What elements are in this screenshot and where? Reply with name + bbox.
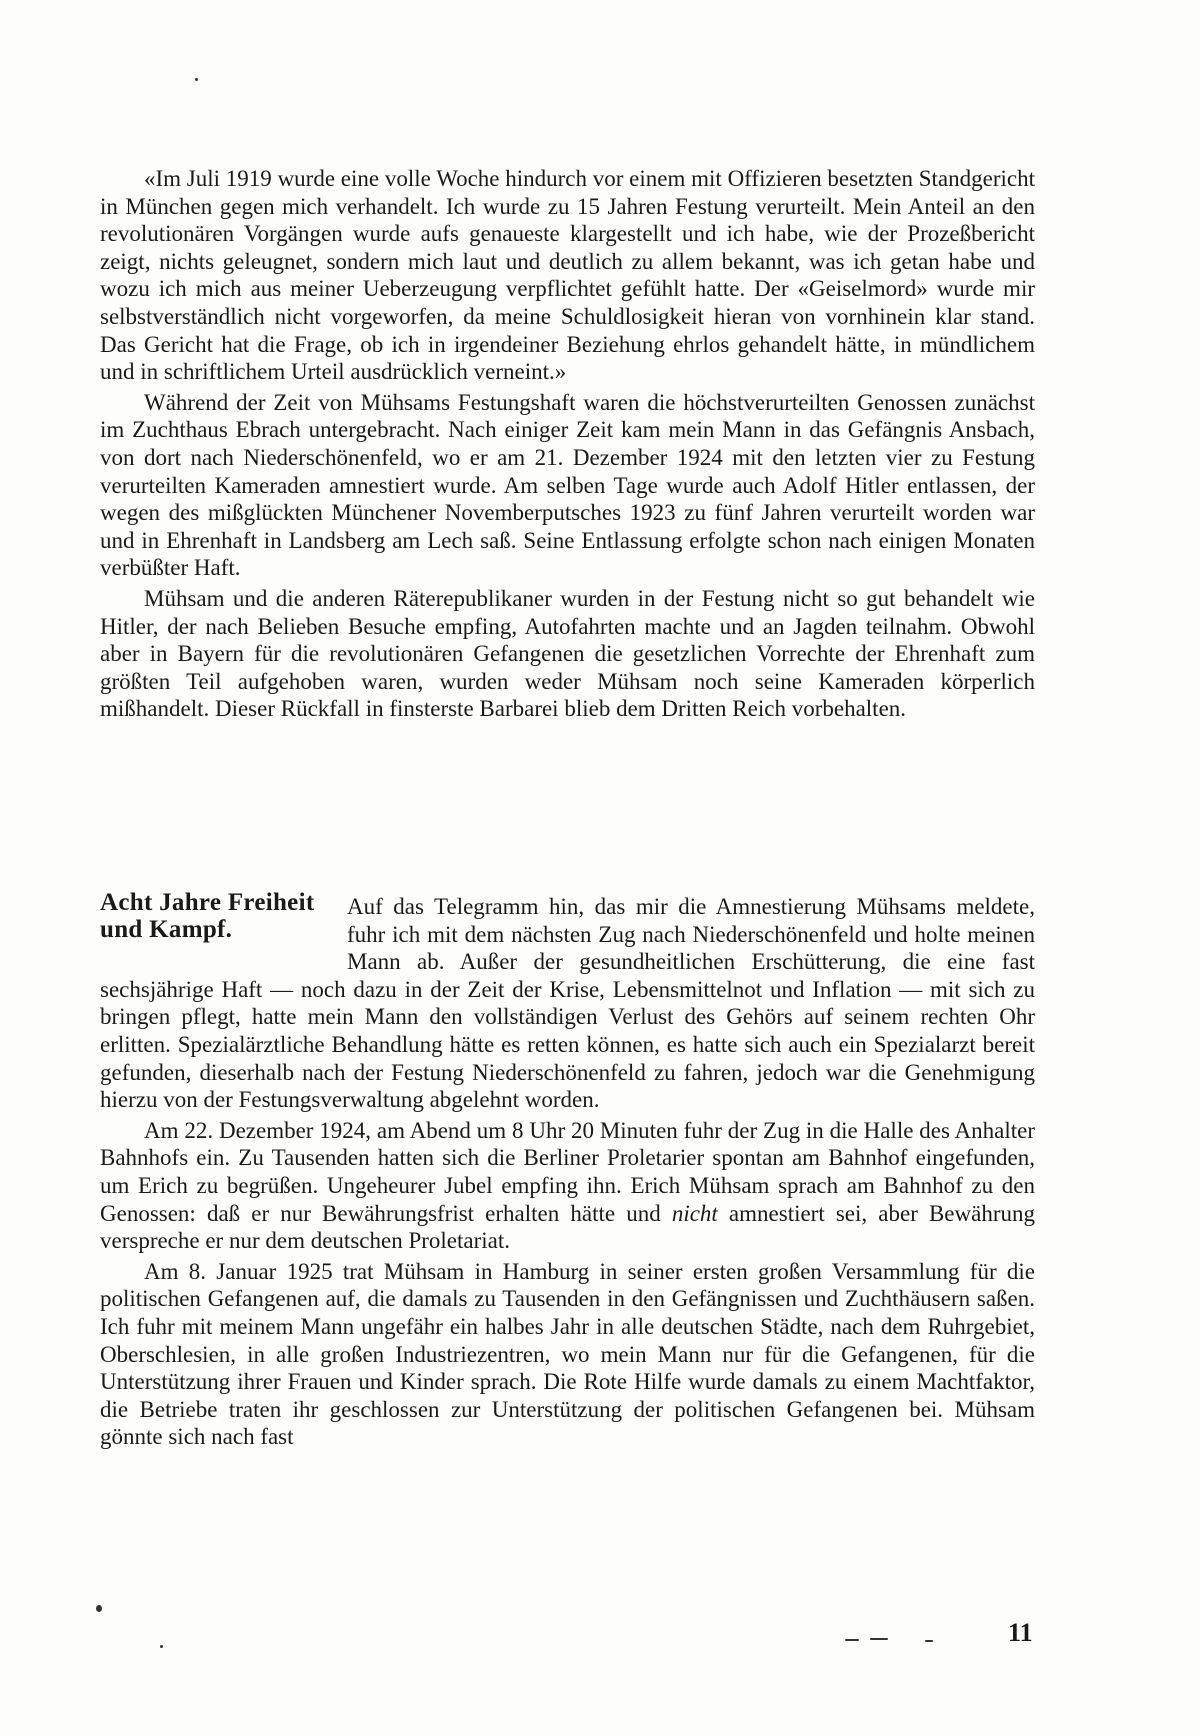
paragraph-quote: «Im Juli 1919 wurde eine volle Woche hindurch vor einem mit Offizieren besetzten Standgericht in München gegen mich verhandelt. Ich wurde zu 15 Jahren Festung verurteilt. Mein Anteil an den revolutionären Vorgängen wurde aufs genaueste klargestellt und ich habe, wie der Prozeßbericht zeigt, nichts geleugnet, sondern mich laut und deutlich zu allem bekannt, was ich getan habe und wozu ich mich aus meiner Ueberzeugung verpflichtet gefühlt hatte. Der «Geiselmord» wurde mir selbstverständlich nicht vorgeworfen, da meine Schuldlosigkeit hieran von vornhinein klar stand. Das Gericht hat die Frage, ob ich in irgendeiner Beziehung ehrlos gehandelt hätte, in mündlichem und in schriftlichem Urteil ausdrücklich verneint.» [100, 166, 1035, 385]
section-heading: Acht Jahre Freiheit und Kampf. [100, 889, 315, 943]
print-speck [845, 1639, 859, 1641]
print-speck [870, 1638, 888, 1640]
paragraph-telegramm [100, 889, 1035, 1114]
print-speck [96, 1605, 102, 1612]
paragraph-behandlung: Mühsam und die anderen Räterepublikaner wurden in der Festung nicht so gut behandelt wie Hitler, der nach Belieben Besuche empfing, Autofahrten machte und an Jagden teilnahm. Obwohl aber in Bayern für die revolutionären Gefangenen die gesetzlichen Vorrechte der Ehrenhaft zum größten Teil aufgehoben waren, wurden weder Mühsam noch seine Kameraden körperlich mißhandelt. Dieser Rückfall in finsterste Barbarei blieb dem Dritten Reich vorbehalten. [100, 585, 1035, 722]
paragraph-hamburg: Am 8. Januar 1925 trat Mühsam in Hamburg in seiner ersten großen Versammlung für die politischen Gefangenen auf, die damals zu Tausenden in den Gefängnissen und Zuchthäusern saßen. Ich fuhr mit meinem Mann ungefähr ein halbes Jahr in alle deutschen Städte, nach dem Ruhrgebiet, Oberschlesien, in alle großen Industriezentren, wo mein Mann nur für die Gefangenen, für die Unterstützung ihrer Frauen und Kinder sprach. Die Rote Hilfe wurde damals zu einem Machtfaktor, die Betriebe traten ihr geschlossen zur Unterstützung der politischen Gefangenen bei. Mühsam gönnte sich nach fast [100, 1258, 1035, 1450]
paragraph-anhalter-bahnhof [100, 1117, 1035, 1255]
bahnhof-text-italic: nicht [671, 1200, 718, 1226]
paragraph-festungshaft: Während der Zeit von Mühsams Festungshaft waren die höchstverurteilten Genossen zunächst im Zuchthaus Ebrach untergebracht. Nach einiger Zeit kam mein Mann in das Gefängnis Ansbach, von dort nach Niederschönenfeld, wo er am 21. Dezember 1924 mit den letzten vier zu Festung verurteilten Kameraden amnestiert wurde. Am selben Tage wurde auch Adolf Hitler entlassen, der wegen des mißglückten Münchener Novemberputsches 1923 zu fünf Jahren verurteilt worden war und in Ehrenhaft in Landsberg am Lech saß. Seine Entlassung erfolgte schon nach einigen Monaten verbüßter Haft. [100, 389, 1035, 581]
print-speck [160, 1645, 163, 1648]
section-acht-jahre [100, 889, 1035, 1454]
paragraph-telegramm-text: Auf das Telegramm hin, das mir die Amnestierung Mühsams meldete, fuhr ich mit dem nächsten Zug nach Niederschönenfeld und holte meinen Mann ab. Außer der gesundheitlichen Erschütterung, die eine fast sechsjährige Haft — noch dazu in der Zeit der Krise, Lebensmittelnot und Inflation — mit sich zu bringen pflegt, hatte mein Mann den vollständigen Verlust des Gehörs auf seinem rechten Ohr erlitten. Spezialärztliche Behandlung hätte es retten können, es hatte sich auch ein Spezialarzt bereit gefunden, dieserhalb nach der Festung Niederschönenfeld zu fahren, jedoch war die Genehmigung hierzu von der Festungsverwaltung abgelehnt worden. [100, 894, 1035, 1113]
bahnhof-text-before: Am 22. Dezember 1924, am Abend um 8 Uhr 20 Minuten fuhr der Zug in die Halle des Anhalter Bahnhofs ein. Zu Tausenden hatten sich die Berliner Proletarier spontan am Bahnhof eingefunden, um Erich zu begrüßen. Ungeheurer Jubel empfing ihn. Erich Mühsam sprach am Bahnhof zu den Genossen: daß er nur Bewährungsfrist erhalten hätte und [100, 1117, 1035, 1226]
print-speck [195, 78, 198, 81]
print-speck [925, 1640, 933, 1642]
text-block-top [100, 165, 1035, 726]
page-number: 11 [1008, 1618, 1033, 1647]
bahnhof-text-after: amnestiert sei, aber Bewährung verspreche er nur dem deutschen Proletariat. [100, 1200, 1035, 1254]
